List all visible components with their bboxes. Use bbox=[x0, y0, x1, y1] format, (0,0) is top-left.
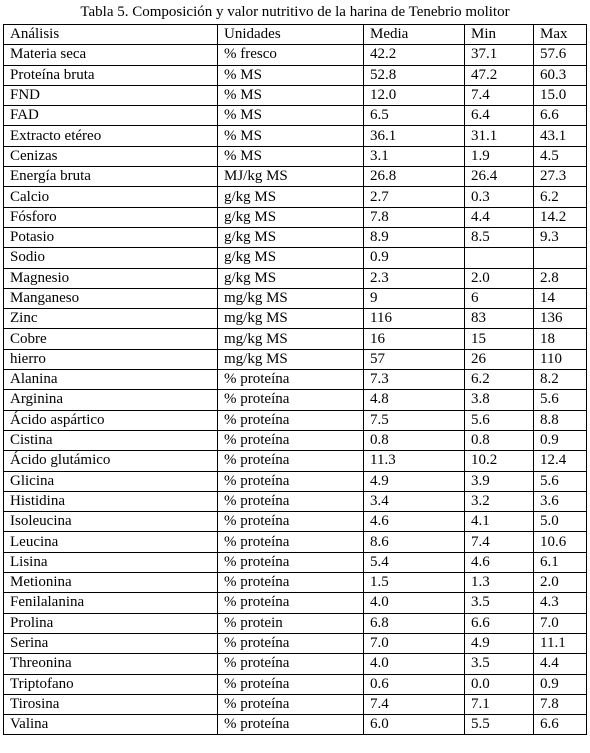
table-row bbox=[4, 329, 587, 349]
cell-unidades: g/kg MS bbox=[218, 248, 364, 268]
table-row bbox=[4, 288, 587, 308]
cell-unidades: % proteína bbox=[218, 593, 364, 613]
cell-unidades: % proteína bbox=[218, 471, 364, 491]
table-row bbox=[4, 694, 587, 714]
cell-media: 7.4 bbox=[364, 694, 465, 714]
cell-analisis: Valina bbox=[4, 715, 218, 735]
cell-min: 0.0 bbox=[465, 674, 534, 694]
cell-media: 3.4 bbox=[364, 491, 465, 511]
cell-min: 0.3 bbox=[465, 187, 534, 207]
cell-media: 7.0 bbox=[364, 633, 465, 653]
table-row bbox=[4, 715, 587, 735]
cell-media: 4.6 bbox=[364, 512, 465, 532]
cell-min: 6 bbox=[465, 288, 534, 308]
cell-analisis: FAD bbox=[4, 106, 218, 126]
table-row bbox=[4, 593, 587, 613]
cell-min: 83 bbox=[465, 309, 534, 329]
table-row bbox=[4, 65, 587, 85]
cell-max: 43.1 bbox=[534, 126, 587, 146]
table-row bbox=[4, 370, 587, 390]
cell-max: 0.9 bbox=[534, 430, 587, 450]
cell-analisis: Leucina bbox=[4, 532, 218, 552]
cell-min: 0.8 bbox=[465, 430, 534, 450]
cell-max: 4.5 bbox=[534, 146, 587, 166]
cell-max: 27.3 bbox=[534, 167, 587, 187]
cell-max: 60.3 bbox=[534, 65, 587, 85]
cell-min: 4.9 bbox=[465, 633, 534, 653]
cell-analisis: Potasio bbox=[4, 227, 218, 247]
cell-analisis: FND bbox=[4, 85, 218, 105]
cell-unidades: % MS bbox=[218, 106, 364, 126]
cell-analisis: Triptofano bbox=[4, 674, 218, 694]
cell-min: 1.3 bbox=[465, 573, 534, 593]
cell-analisis: Magnesio bbox=[4, 268, 218, 288]
table-row bbox=[4, 552, 587, 572]
table-row bbox=[4, 532, 587, 552]
table-row bbox=[4, 512, 587, 532]
cell-analisis: Serina bbox=[4, 633, 218, 653]
cell-unidades: % proteína bbox=[218, 512, 364, 532]
cell-unidades: % proteína bbox=[218, 633, 364, 653]
cell-max: 6.6 bbox=[534, 715, 587, 735]
cell-media: 2.7 bbox=[364, 187, 465, 207]
cell-unidades: % proteína bbox=[218, 552, 364, 572]
cell-media: 1.5 bbox=[364, 573, 465, 593]
cell-analisis: Zinc bbox=[4, 309, 218, 329]
cell-max: 8.2 bbox=[534, 370, 587, 390]
cell-media: 42.2 bbox=[364, 45, 465, 65]
cell-media: 4.9 bbox=[364, 471, 465, 491]
cell-media: 0.6 bbox=[364, 674, 465, 694]
table-row bbox=[4, 85, 587, 105]
cell-unidades: % fresco bbox=[218, 45, 364, 65]
table-row bbox=[4, 471, 587, 491]
cell-analisis: Cenizas bbox=[4, 146, 218, 166]
cell-max: 10.6 bbox=[534, 532, 587, 552]
cell-analisis: Ácido glutámico bbox=[4, 451, 218, 471]
cell-min bbox=[465, 248, 534, 268]
table-row bbox=[4, 390, 587, 410]
table-row bbox=[4, 106, 587, 126]
cell-analisis: Threonina bbox=[4, 654, 218, 674]
cell-min: 3.9 bbox=[465, 471, 534, 491]
cell-analisis: Histidina bbox=[4, 491, 218, 511]
cell-min: 1.9 bbox=[465, 146, 534, 166]
cell-media: 52.8 bbox=[364, 65, 465, 85]
cell-min: 26.4 bbox=[465, 167, 534, 187]
cell-max: 2.8 bbox=[534, 268, 587, 288]
cell-analisis: Fenilalanina bbox=[4, 593, 218, 613]
cell-unidades: % proteína bbox=[218, 451, 364, 471]
header-max: Max bbox=[534, 25, 587, 45]
cell-analisis: Calcio bbox=[4, 187, 218, 207]
cell-max: 18 bbox=[534, 329, 587, 349]
table-row bbox=[4, 674, 587, 694]
cell-media: 9 bbox=[364, 288, 465, 308]
table-row bbox=[4, 451, 587, 471]
cell-analisis: Sodio bbox=[4, 248, 218, 268]
header-min: Min bbox=[465, 25, 534, 45]
table-row bbox=[4, 410, 587, 430]
cell-max: 4.3 bbox=[534, 593, 587, 613]
table-caption: Tabla 5. Composición y valor nutritivo de la harina de Tenebrio molitor bbox=[80, 4, 510, 20]
cell-min: 7.4 bbox=[465, 85, 534, 105]
cell-max: 136 bbox=[534, 309, 587, 329]
cell-media: 116 bbox=[364, 309, 465, 329]
cell-max: 7.8 bbox=[534, 694, 587, 714]
cell-min: 5.5 bbox=[465, 715, 534, 735]
cell-media: 16 bbox=[364, 329, 465, 349]
cell-unidades: MJ/kg MS bbox=[218, 167, 364, 187]
cell-media: 36.1 bbox=[364, 126, 465, 146]
cell-analisis: hierro bbox=[4, 349, 218, 369]
cell-max: 14.2 bbox=[534, 207, 587, 227]
cell-unidades: % MS bbox=[218, 126, 364, 146]
cell-analisis: Energía bruta bbox=[4, 167, 218, 187]
cell-media: 3.1 bbox=[364, 146, 465, 166]
cell-max: 57.6 bbox=[534, 45, 587, 65]
cell-max: 15.0 bbox=[534, 85, 587, 105]
cell-max: 2.0 bbox=[534, 573, 587, 593]
cell-min: 31.1 bbox=[465, 126, 534, 146]
table-row bbox=[4, 491, 587, 511]
cell-unidades: mg/kg MS bbox=[218, 329, 364, 349]
cell-media: 8.6 bbox=[364, 532, 465, 552]
cell-analisis: Prolina bbox=[4, 613, 218, 633]
cell-analisis: Materia seca bbox=[4, 45, 218, 65]
cell-unidades: mg/kg MS bbox=[218, 349, 364, 369]
cell-max bbox=[534, 248, 587, 268]
cell-unidades: mg/kg MS bbox=[218, 288, 364, 308]
cell-min: 4.4 bbox=[465, 207, 534, 227]
cell-min: 10.2 bbox=[465, 451, 534, 471]
table-row bbox=[4, 248, 587, 268]
cell-min: 7.4 bbox=[465, 532, 534, 552]
cell-min: 8.5 bbox=[465, 227, 534, 247]
cell-unidades: % proteína bbox=[218, 410, 364, 430]
cell-min: 5.6 bbox=[465, 410, 534, 430]
cell-media: 7.3 bbox=[364, 370, 465, 390]
cell-media: 8.9 bbox=[364, 227, 465, 247]
cell-analisis: Tirosina bbox=[4, 694, 218, 714]
cell-media: 2.3 bbox=[364, 268, 465, 288]
table-row bbox=[4, 45, 587, 65]
cell-analisis: Cistina bbox=[4, 430, 218, 450]
table-row bbox=[4, 633, 587, 653]
cell-max: 14 bbox=[534, 288, 587, 308]
nutrition-table bbox=[3, 24, 587, 735]
cell-analisis: Fósforo bbox=[4, 207, 218, 227]
cell-unidades: % proteína bbox=[218, 715, 364, 735]
cell-media: 4.8 bbox=[364, 390, 465, 410]
cell-min: 4.6 bbox=[465, 552, 534, 572]
cell-unidades: g/kg MS bbox=[218, 227, 364, 247]
header-analisis: Análisis bbox=[4, 25, 218, 45]
table-row bbox=[4, 349, 587, 369]
cell-analisis: Extracto etéreo bbox=[4, 126, 218, 146]
cell-unidades: % MS bbox=[218, 65, 364, 85]
table-row bbox=[4, 227, 587, 247]
cell-unidades: mg/kg MS bbox=[218, 309, 364, 329]
cell-unidades: % proteína bbox=[218, 674, 364, 694]
cell-unidades: % proteína bbox=[218, 573, 364, 593]
cell-media: 7.5 bbox=[364, 410, 465, 430]
cell-max: 6.2 bbox=[534, 187, 587, 207]
cell-media: 0.9 bbox=[364, 248, 465, 268]
cell-min: 4.1 bbox=[465, 512, 534, 532]
cell-max: 9.3 bbox=[534, 227, 587, 247]
cell-analisis: Glicina bbox=[4, 471, 218, 491]
cell-unidades: g/kg MS bbox=[218, 207, 364, 227]
cell-max: 8.8 bbox=[534, 410, 587, 430]
cell-min: 3.5 bbox=[465, 654, 534, 674]
table-row bbox=[4, 268, 587, 288]
cell-analisis: Cobre bbox=[4, 329, 218, 349]
cell-min: 3.2 bbox=[465, 491, 534, 511]
cell-max: 110 bbox=[534, 349, 587, 369]
cell-min: 3.8 bbox=[465, 390, 534, 410]
cell-media: 57 bbox=[364, 349, 465, 369]
cell-analisis: Metionina bbox=[4, 573, 218, 593]
cell-analisis: Proteína bruta bbox=[4, 65, 218, 85]
cell-analisis: Isoleucina bbox=[4, 512, 218, 532]
cell-media: 6.8 bbox=[364, 613, 465, 633]
cell-media: 4.0 bbox=[364, 593, 465, 613]
cell-analisis: Ácido aspártico bbox=[4, 410, 218, 430]
cell-max: 11.1 bbox=[534, 633, 587, 653]
cell-min: 6.2 bbox=[465, 370, 534, 390]
cell-unidades: % proteína bbox=[218, 654, 364, 674]
cell-min: 6.6 bbox=[465, 613, 534, 633]
cell-unidades: % proteína bbox=[218, 430, 364, 450]
table-row bbox=[4, 187, 587, 207]
cell-media: 6.5 bbox=[364, 106, 465, 126]
cell-unidades: % proteína bbox=[218, 694, 364, 714]
cell-min: 47.2 bbox=[465, 65, 534, 85]
cell-unidades: % proteína bbox=[218, 370, 364, 390]
cell-max: 5.0 bbox=[534, 512, 587, 532]
cell-unidades: g/kg MS bbox=[218, 187, 364, 207]
cell-media: 12.0 bbox=[364, 85, 465, 105]
cell-unidades: % proteína bbox=[218, 390, 364, 410]
cell-min: 3.5 bbox=[465, 593, 534, 613]
cell-analisis: Alanina bbox=[4, 370, 218, 390]
table-row bbox=[4, 126, 587, 146]
table-header-row bbox=[4, 25, 587, 45]
table-row bbox=[4, 613, 587, 633]
cell-media: 0.8 bbox=[364, 430, 465, 450]
table-row bbox=[4, 309, 587, 329]
cell-min: 7.1 bbox=[465, 694, 534, 714]
cell-min: 15 bbox=[465, 329, 534, 349]
cell-unidades: % proteína bbox=[218, 532, 364, 552]
cell-analisis: Manganeso bbox=[4, 288, 218, 308]
table-row bbox=[4, 146, 587, 166]
cell-media: 6.0 bbox=[364, 715, 465, 735]
cell-min: 2.0 bbox=[465, 268, 534, 288]
table-row bbox=[4, 654, 587, 674]
cell-max: 5.6 bbox=[534, 390, 587, 410]
cell-max: 6.1 bbox=[534, 552, 587, 572]
cell-unidades: g/kg MS bbox=[218, 268, 364, 288]
table-body bbox=[4, 45, 587, 735]
cell-unidades: % MS bbox=[218, 146, 364, 166]
table-row bbox=[4, 207, 587, 227]
cell-min: 37.1 bbox=[465, 45, 534, 65]
cell-max: 4.4 bbox=[534, 654, 587, 674]
cell-max: 12.4 bbox=[534, 451, 587, 471]
cell-unidades: % proteína bbox=[218, 491, 364, 511]
cell-min: 6.4 bbox=[465, 106, 534, 126]
cell-analisis: Arginina bbox=[4, 390, 218, 410]
header-unidades: Unidades bbox=[218, 25, 364, 45]
cell-max: 7.0 bbox=[534, 613, 587, 633]
cell-media: 5.4 bbox=[364, 552, 465, 572]
cell-media: 4.0 bbox=[364, 654, 465, 674]
cell-media: 11.3 bbox=[364, 451, 465, 471]
table-row bbox=[4, 573, 587, 593]
cell-max: 3.6 bbox=[534, 491, 587, 511]
cell-unidades: % protein bbox=[218, 613, 364, 633]
cell-max: 0.9 bbox=[534, 674, 587, 694]
cell-unidades: % MS bbox=[218, 85, 364, 105]
header-media: Media bbox=[364, 25, 465, 45]
cell-analisis: Lisina bbox=[4, 552, 218, 572]
table-row bbox=[4, 430, 587, 450]
cell-media: 7.8 bbox=[364, 207, 465, 227]
cell-media: 26.8 bbox=[364, 167, 465, 187]
table-row bbox=[4, 167, 587, 187]
cell-max: 5.6 bbox=[534, 471, 587, 491]
cell-max: 6.6 bbox=[534, 106, 587, 126]
cell-min: 26 bbox=[465, 349, 534, 369]
